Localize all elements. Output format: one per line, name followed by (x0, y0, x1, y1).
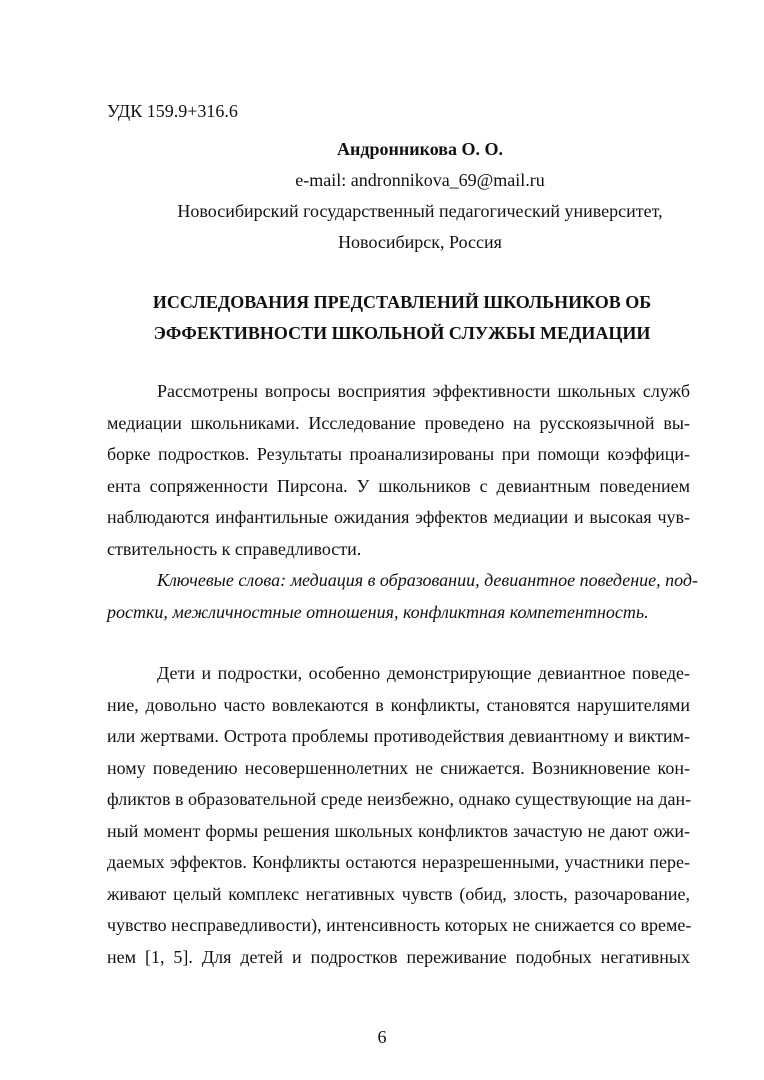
body-line: Дети и подростки, особенно демонстрирующие девиантное поведе- (157, 663, 690, 683)
author-email: e-mail: andronnikova_69@mail.ru (295, 170, 545, 190)
keywords (107, 565, 699, 628)
body-line: ние, довольно часто вовлекаются в конфликты, становятся нарушителями (107, 694, 690, 715)
author-affiliation: Новосибирский государственный педагогический университет, (177, 201, 663, 221)
abstract-line: наблюдаются инфантильные ожидания эффектов медиации и высокая чув- (107, 507, 690, 527)
title-line: ИССЛЕДОВАНИЯ ПРЕДСТАВЛЕНИЙ ШКОЛЬНИКОВ ОБ (152, 292, 652, 312)
body-line: чувство несправедливости), интенсивность которых не снижается со време- (107, 915, 692, 935)
body-line: нем [1, 5]. Для детей и подростков переживание подобных негативных (107, 946, 690, 967)
keywords-line: ростки, межличностные отношения, конфликтная компетентность. (107, 601, 649, 622)
abstract-line: борке подростков. Результаты проанализированы при помощи коэффици- (107, 444, 690, 464)
abstract-line: медиации школьниками. Исследование проведено на русскоязычной вы- (107, 412, 690, 433)
author-name: Андронникова О. О. (336, 139, 503, 159)
author-block (150, 134, 690, 258)
body-paragraph (107, 658, 690, 973)
abstract-line: ствительность к справедливости. (107, 538, 362, 559)
body-line: живают целый комплекс негативных чувств (обид, злость, разочарование, (107, 883, 690, 904)
abstract (107, 376, 690, 565)
body-line: или жертвами. Острота проблемы противодействия девиантному и виктим- (107, 726, 690, 746)
keywords-line: Ключевые слова: медиация в образовании, девиантное поведение, под- (157, 570, 699, 590)
abstract-line: Рассмотрены вопросы восприятия эффективности школьных служб (157, 381, 690, 401)
title-line: ЭФФЕКТИВНОСТИ ШКОЛЬНОЙ СЛУЖБЫ МЕДИАЦИИ (153, 323, 651, 343)
author-city: Новосибирск, Россия (338, 232, 502, 252)
page-number: 6 (377, 1027, 387, 1047)
udk-code: УДК 159.9+316.6 (107, 101, 238, 121)
body-line: ный момент формы решения школьных конфликтов зачастую не дают ожи- (107, 820, 690, 841)
body-line: фликтов в образовательной среде неизбежно, однако существующие на дан- (107, 789, 692, 809)
abstract-line: ента сопряженности Пирсона. У школьников с девиантным поведением (107, 475, 690, 496)
body-line: ному поведению несовершеннолетних не снижается. Возникновение кон- (107, 757, 690, 778)
article-title (107, 287, 697, 349)
body-line: даемых эффектов. Конфликты остаются неразрешенными, участники пере- (107, 852, 690, 872)
